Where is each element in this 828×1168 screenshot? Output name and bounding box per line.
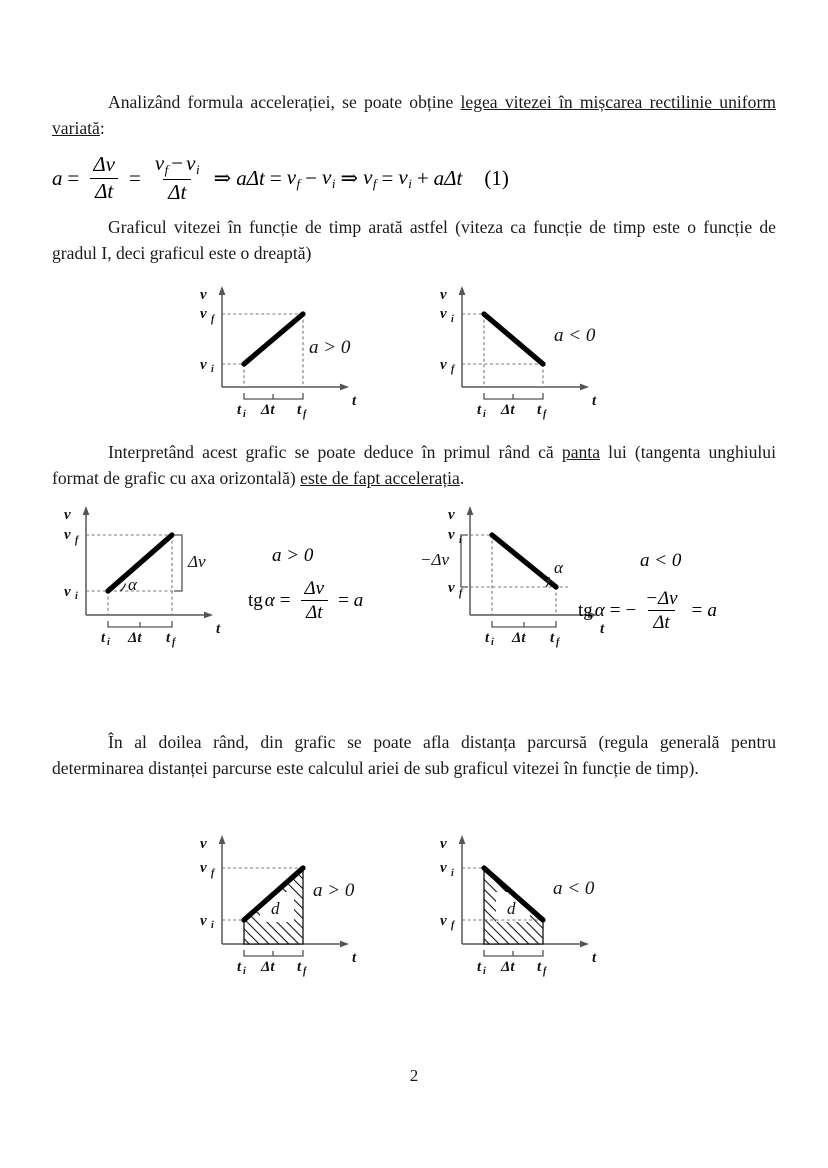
- fig4-label-neg-delta-v: −Δv: [420, 550, 449, 569]
- fig3-label-alpha: α: [128, 575, 137, 594]
- equation-tangent-negative: [578, 588, 717, 634]
- paragraph-slope-text-c: .: [459, 467, 465, 488]
- fig6-label-vf-sub: f: [451, 920, 455, 931]
- implies-arrow-2: ⇒: [340, 165, 359, 190]
- equation-lhs: a: [52, 165, 63, 190]
- fig2-condition: a < 0: [554, 325, 596, 346]
- paragraph-slope-text-b: lui (tangenta unghiului format de grafic cu axa orizontală): [52, 442, 776, 488]
- equation-equals-4: =: [381, 165, 394, 190]
- alpha-symbol-2: α: [594, 599, 605, 621]
- fig4-label-alpha: α: [554, 558, 563, 577]
- fig2-label-tf: t: [537, 402, 542, 418]
- fig5-label-tf-sub: f: [303, 966, 307, 977]
- fig6-condition: a < 0: [553, 878, 595, 899]
- fig1-label-ti-sub: i: [243, 409, 246, 420]
- fig1-condition: a > 0: [309, 337, 351, 358]
- fig6-label-vi: v: [440, 860, 447, 876]
- fig2-label-ti: t: [477, 402, 482, 418]
- fig6-label-tf: t: [537, 959, 542, 975]
- term-vi-2-base: v: [398, 164, 408, 189]
- fig2-label-tf-sub: f: [543, 409, 547, 420]
- paragraph-slope-underlined-1: panta: [561, 442, 601, 462]
- paragraph-slope: [52, 440, 776, 491]
- fig4-condition: a < 0: [640, 550, 682, 571]
- fig2-label-vi-sub: i: [451, 314, 454, 325]
- term-vf-1-sub: f: [296, 175, 301, 191]
- vi-base: v: [186, 151, 196, 175]
- fig3-t-arrowhead: [204, 612, 213, 619]
- fig5-v-arrowhead: [219, 835, 226, 844]
- figure-velocity-time-positive: [186, 283, 366, 418]
- fig2-axis-label-v: v: [440, 287, 447, 303]
- tangent-den-1: Δt: [301, 600, 327, 623]
- tangent-rhs-2: a: [707, 599, 717, 621]
- fig5-label-ti-sub: i: [243, 966, 246, 977]
- fig4-label-ti-sub: i: [491, 637, 494, 648]
- fraction-delta-v-delta-t: [88, 153, 120, 203]
- fig5-label-ti: t: [237, 959, 242, 975]
- fig4-v-arrowhead: [467, 506, 474, 515]
- fig1-label-tf: t: [297, 402, 302, 418]
- fig3-label-tf: t: [166, 630, 171, 646]
- fig6-v-arrowhead: [459, 835, 466, 844]
- fig4-label-vf: v: [448, 580, 455, 596]
- tangent-num-2: −Δv: [645, 588, 678, 609]
- fig3-condition: a > 0: [272, 545, 314, 566]
- fig1-label-vf-sub: f: [211, 314, 215, 325]
- equation-tangent-positive: [248, 578, 363, 624]
- term-a-delta-t-2: aΔt: [433, 165, 463, 190]
- fig3-label-delta-v: Δv: [188, 552, 206, 571]
- fig2-t-arrowhead: [580, 384, 589, 391]
- vf-sub: f: [164, 162, 169, 178]
- fig4-axis-label-t: t: [600, 621, 605, 637]
- paragraph-area-text: În al doilea rând, din grafic se poate afla distanța parcursă (regula generală pentru determinarea distanței parcurse este calculul ariei de sub graficul vitezei în funcție de timp).: [52, 732, 776, 778]
- tg-symbol-1: tg: [248, 589, 263, 611]
- minus-sign-2: −: [305, 165, 318, 190]
- fig3-label-tf-sub: f: [172, 637, 176, 648]
- fig1-label-ti: t: [237, 402, 242, 418]
- equation-equals-3: =: [269, 165, 282, 190]
- term-vf-2-base: v: [363, 164, 373, 189]
- term-vf-2: [363, 165, 376, 192]
- fig5-t-arrowhead: [340, 941, 349, 948]
- fig3-label-ti: t: [101, 630, 106, 646]
- fig2-label-delta-t: Δt: [501, 402, 515, 418]
- tangent-fraction-2: [640, 588, 682, 634]
- fig5-label-tf: t: [297, 959, 302, 975]
- fig2-label-vf: v: [440, 357, 447, 373]
- paragraph-slope-text-a: Interpretând acest grafic se poate deduce în primul rând că: [108, 442, 562, 462]
- fig5-axis-label-v: v: [200, 836, 207, 852]
- fig2-label-vf-sub: f: [451, 364, 455, 375]
- fig6-label-delta-t: Δt: [501, 959, 515, 975]
- fig2-label-vi: v: [440, 306, 447, 322]
- figure-velocity-time-negative: [426, 283, 606, 418]
- equation-number: (1): [484, 165, 509, 190]
- fraction-denominator: Δt: [90, 178, 118, 204]
- fraction-numerator-2: [150, 152, 205, 179]
- fig5-label-vi-sub: i: [211, 920, 214, 931]
- fig1-axis-label-v: v: [200, 287, 207, 303]
- fig3-label-ti-sub: i: [107, 637, 110, 648]
- fig2-v-arrowhead: [459, 286, 466, 295]
- minus-sign: −: [171, 151, 184, 175]
- fig3-label-vi-sub: i: [75, 591, 78, 602]
- equation-equals-1: =: [67, 165, 80, 190]
- tangent-equals-4: =: [691, 599, 703, 621]
- vf-base: v: [154, 151, 165, 175]
- fig1-t-arrowhead: [340, 384, 349, 391]
- fig6-t-arrowhead: [580, 941, 589, 948]
- fig6-label-vf: v: [440, 913, 447, 929]
- fig5-label-vi: v: [200, 913, 207, 929]
- term-vf-1-base: v: [286, 164, 297, 189]
- term-vf-2-sub: f: [372, 175, 377, 191]
- fig1-label-vi-sub: i: [211, 364, 214, 375]
- paragraph-area: [52, 730, 776, 781]
- plus-sign: +: [416, 165, 429, 190]
- fraction-denominator-2: Δt: [163, 179, 191, 205]
- fig2-axis-label-t: t: [592, 393, 597, 409]
- fig1-axis-label-t: t: [352, 393, 357, 409]
- tangent-equals-1: =: [279, 589, 291, 611]
- fig3-axis-label-v: v: [64, 507, 71, 523]
- fig3-label-vi: v: [64, 584, 71, 600]
- fig3-v-arrowhead: [83, 506, 90, 515]
- fig5-label-vf: v: [200, 860, 207, 876]
- fig4-label-tf: t: [550, 630, 555, 646]
- fig6-label-tf-sub: f: [543, 966, 547, 977]
- paragraph-intro-underlined: legea vitezei în mișcarea rectilinie uniform variată: [52, 92, 776, 138]
- paragraph-slope-underlined-2: este de fapt accelerația: [300, 467, 460, 488]
- figure-slope-tangent-positive: [48, 503, 248, 653]
- implies-arrow-1: ⇒: [213, 165, 232, 190]
- fraction-vf-vi-delta-t: [150, 152, 205, 204]
- tangent-leading-minus: −: [625, 599, 637, 621]
- term-vf-1: [287, 165, 300, 192]
- figure-area-distance-negative: [426, 832, 626, 982]
- fig4-label-vi-sub: i: [459, 535, 462, 546]
- fig1-label-tf-sub: f: [303, 409, 307, 420]
- fig2-label-ti-sub: i: [483, 409, 486, 420]
- alpha-symbol-1: α: [264, 589, 275, 611]
- tg-symbol-2: tg: [578, 599, 593, 621]
- vi-sub: i: [195, 162, 200, 178]
- figure-area-distance-positive: [186, 832, 386, 982]
- paragraph-intro-text-a: Analizând formula accelerației, se poate obține: [108, 92, 461, 112]
- fig5-condition: a > 0: [313, 880, 355, 901]
- paragraph-graph-intro-text: Graficul vitezei în funcție de timp arată astfel (viteza ca funcție de timp este o funcție de gradul I, deci graficul este o dreaptă): [52, 217, 776, 263]
- fig3-label-vf-sub: f: [75, 535, 79, 546]
- fig1-label-vf: v: [200, 306, 207, 322]
- paragraph-intro-text-b: :: [99, 117, 105, 138]
- equation-equals-2: =: [129, 165, 141, 190]
- fig5-label-vf-sub: f: [211, 868, 215, 879]
- fig3-condition-wrap: [272, 545, 313, 567]
- fig4-condition-wrap: [640, 550, 681, 572]
- fig6-label-d: d: [507, 899, 516, 918]
- tangent-equals-2: =: [338, 589, 349, 611]
- paragraph-intro: [52, 90, 776, 141]
- fig1-label-vi: v: [200, 357, 207, 373]
- fig4-label-vi: v: [448, 527, 455, 543]
- term-vi-1: [322, 165, 335, 192]
- fraction-numerator: Δv: [93, 152, 115, 177]
- tangent-fraction-1: [299, 578, 329, 624]
- fig4-label-ti: t: [485, 630, 490, 646]
- fig6-axis-label-t: t: [592, 950, 597, 966]
- fig5-label-d: d: [271, 899, 280, 918]
- tangent-den-2: Δt: [648, 610, 674, 633]
- fig4-label-tf-sub: f: [556, 637, 560, 648]
- fig3-label-vf: v: [64, 527, 71, 543]
- term-vi-1-sub: i: [331, 175, 336, 191]
- fig5-label-delta-t: Δt: [261, 959, 275, 975]
- fig6-axis-label-v: v: [440, 836, 447, 852]
- tangent-equals-3: =: [609, 599, 621, 621]
- term-vi-1-base: v: [322, 164, 332, 189]
- fig6-label-vi-sub: i: [451, 868, 454, 879]
- fig4-axis-label-v: v: [448, 507, 455, 523]
- equation-velocity-law: [52, 152, 509, 204]
- term-a-delta-t: aΔt: [236, 165, 265, 190]
- tangent-rhs-1: a: [353, 589, 364, 611]
- term-vi-2-sub: i: [408, 175, 412, 191]
- page-number: 2: [409, 1066, 419, 1085]
- term-vi-2: [398, 165, 411, 192]
- fig5-axis-label-t: t: [352, 950, 357, 966]
- fig3-label-delta-t: Δt: [128, 630, 142, 646]
- fig4-label-delta-t: Δt: [512, 630, 526, 646]
- fig3-axis-label-t: t: [216, 621, 221, 637]
- fig6-label-ti: t: [477, 959, 482, 975]
- fig6-label-ti-sub: i: [483, 966, 486, 977]
- fig1-v-arrowhead: [219, 286, 226, 295]
- tangent-num-1: Δv: [304, 578, 325, 599]
- fig1-label-delta-t: Δt: [261, 402, 275, 418]
- fig4-label-vf-sub: f: [459, 588, 463, 599]
- paragraph-graph-intro: [52, 215, 776, 266]
